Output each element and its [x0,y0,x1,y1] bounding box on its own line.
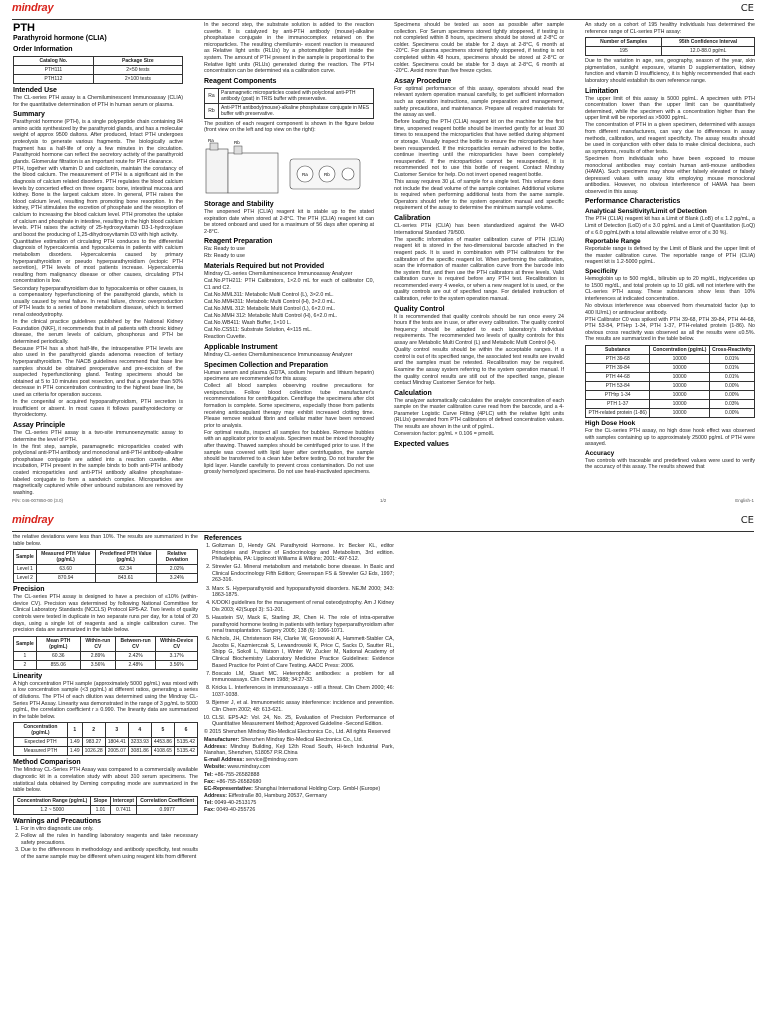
table-row [586,381,755,390]
calculation-para: The analyzer automatically calculates the analyte concentration of each sample on the master calibration curve read from the barcode, and a 4-Parameter Logistic Curve Fitting (4PLC) with the relative light units (RLUs) generated from PTH calibrators of defined concentration values. The results are shown in the unit of pg/mL. [394,397,564,431]
table-header: 95th Confidence Interval [662,38,755,47]
list-item: 9. Bjerner J, et al. Immunometric assay interference: incidence and prevention. Clin Chem 2002; 48: 613-621. [212,700,394,713]
table-header: Substance [586,345,650,354]
table-cell: 1804.41 [105,738,128,747]
specificity-table [585,345,755,418]
table-cell: 0.00% [709,390,754,399]
company-label: Address: [204,743,227,750]
part-number: P/N: 046-007850-00 (3.0) [12,498,64,503]
hook-heading: High Dose Hook [585,419,636,427]
materials-line: Cat.No.MML311: Metabolic Multi Control (L), 3×2.0 mL. [204,291,334,298]
table-cell: 1.49 [67,747,82,756]
table-cell: PTH 39-84 [586,363,650,372]
list-item: 10. CLSI. EP5-A2: Vol. 24, No. 25, Evaluation of Precision Performance of Quantitative Measurement Method; Approved Guideline -Second Edition. [212,715,394,728]
company-line [204,744,394,757]
linearity-heading: Linearity [13,672,43,680]
materials-line: Cat.No.CS511: Substrate Solution, 4×115 mL. [204,327,312,334]
method-comparison-text: The Mindray CL-Series PTH Assay was compared to a commercially available diagnostic kit in a correlation study with about 310 serum specimens. The statistical data obtained by Deming computing mode are summarized in the table below. [13,767,198,794]
table-header: Concentration Range (pg/mL) [14,796,91,805]
table-cell: 1.2 ~ 5000 [14,805,91,814]
order-info-table [13,56,183,84]
table-header: 3 [105,723,128,738]
copyright: © 2015 Shenzhen Mindray Bio-Medical Electronics Co., Ltd. All rights Reserved [204,729,391,736]
page-title: PTH [13,22,35,34]
company-line [204,800,394,807]
table-row [14,574,198,583]
table-cell: 10000 [650,390,710,399]
sensitivity-heading: Analytical Sensitivity/Limit of Detection [585,208,707,216]
table-cell: Rb [205,103,219,118]
expected-values-table [585,37,755,56]
table-cell: 2.89% [80,651,115,660]
specimen-para: For optimal results, inspect all samples for bubbles. Remove bubbles with an applicator prior to analysis. Specimen must be mixed thoroughly after thawing. Thawed samples should be centrifuged prior to use. If the sample was covered with lipid layer after centrifugation, the sample should be transferred to a clean tube before testing. Do not transfer the lipid layer. Handle carefully to prevent cross contamination. Do not use grossly hemolyzed specimens. Do not use heat-inactivated specimens. [204,429,374,476]
column-1-page-2 [13,534,198,1012]
table-cell: Paramagnetic microparticles coated with polyclonal anti-PTH antibody (goat) in TRIS buffer with preservative. [219,88,374,103]
fig-label-rb: Rb [234,139,240,145]
summary-para: Parathyroid hormone (PTH), is a single polypeptide chain containing 84 amino acids synthesized by the parathyroid glands, and has a molecular weight of approx 9500 daltons. After produced, Intact PTH undergoes proteolysis to generate various fragments. The biologically active fragment has a half-life of only a few minutes in the circulation. Parathyroid hormone can reflect the secretory activity of the parathyroid glands. Glomerular filtration is an important route for PTH clearance. [13,119,183,165]
company-value: www.mindray.com [227,764,271,771]
warnings-heading: Warnings and Precautions [13,817,102,825]
limitation-heading: Limitation [585,87,619,95]
expected-values-intro: An study on a cohort of 195 healthy individuals has determined the reference range of CL-series PTH assay: [585,22,755,35]
list-item: 2. Strewler GJ. Mineral metabolism and metabolic bone disease. In Basic and Clinical Endocrinology Fifth Edition; Greenspan FS & Strewler GJ Eds, 1997; 263-316. [212,564,394,584]
company-label: Website: [204,764,226,771]
company-line [204,786,394,793]
storage-text: The unopened PTH (CLIA) reagent kit is stable up to the stated expiration date when stored at 2-8°C. The PTH (CLIA) reagent kit can be stored onboard and used for a maximum of 56 days after opening at 2-8°C. [204,208,374,235]
assay-procedure-para: For optimal performance of this assay, operators should read the relevant system operation manual carefully, to get sufficient information such as operation instructions, sample preparation and management, safety precautions, and maintenance. Prepare all required materials for the assay as well. [394,85,564,119]
reagent-pack-figure [204,137,364,197]
table-cell: PTH 39-68 [586,354,650,363]
expected-values-note: Due to the variation in age, sex, geography, season of the year, skin pigmentation, sunlight exposure, vitamin D supplementation, kidney function and vitamin D insufficiency, it is highly recommended that each laboratory should establish its own reference range. [585,58,755,84]
company-line [204,779,394,786]
table-cell: 10000 [650,363,710,372]
table-cell: 0.7411 [110,805,137,814]
precision-table [13,636,198,670]
table-cell: 12.0-88.0 pg/mL [662,47,755,56]
table-header: 1 [67,723,82,738]
materials-heading: Materials Required but not Provided [204,263,325,270]
table-cell: 1026.28 [82,747,105,756]
table-header: Intercept [110,796,137,805]
storage-heading: Storage and Stability [204,200,274,208]
table-cell: 3.17% [156,651,198,660]
assay-procedure-para: This assay requires 30 μL of sample for a single test. This volume does not include the dead volume of the sample container. Additional volume is required when performing additional tests from the same sample. Operators should refer to the system operation manual and specific requirement of the assay to determine the minimum sample volume. [394,179,564,212]
table-row [586,408,755,417]
table-row [14,747,198,756]
table-cell: 2.48% [115,660,155,669]
fig-label-rb-top: Rb [324,171,330,177]
list-item: 6. Nichols, JH, Christenson RH, Clarke W, Gronowski A, Hammett-Stabler CA, Jacobs E, Kazmierczak S, Lewandrowski K, Price C, Sacks D, Sautter RL, Shipp G, Sokoll L, Watson I, Winter W, Zucker M, National Academy of Clinical Biochemistry Laboratory Medicine Practice Guidelines: Evidence Based Practice for Point of Care Testing. AACC Press: 2006. [212,636,394,669]
table-cell: 0.00% [709,381,754,390]
assay-procedure-heading: Assay Procedure [394,77,452,85]
table-cell: Expected PTH [14,738,68,747]
column-1 [13,22,183,500]
table-cell: 10000 [650,372,710,381]
expected-values-heading: Expected values [394,440,449,448]
table-header: Sample [14,636,37,651]
accuracy-cont: the relative deviations were less than 10%. The results are summarized in the table below. [13,534,198,547]
header-divider [12,531,754,532]
ce-mark: CE [740,3,754,14]
table-cell: Level 1 [14,565,37,574]
table-header: Cross-Reactivity [709,345,754,354]
table-cell: 3233.93 [128,738,151,747]
table-header: Mean PTH (pg/mL) [36,636,80,651]
table-cell: 3.56% [156,660,198,669]
table-cell: 2×50 tests [93,66,182,75]
table-header: Within-run CV [80,636,115,651]
materials-line: Mindray CL-series Chemiluminescence Immunoassay Analyzer [204,271,353,277]
order-info-heading: Order Information [13,46,73,53]
column-3 [394,22,564,500]
table-cell: 3.56% [80,660,115,669]
linearity-table [13,722,198,756]
table-cell: 4108.65 [151,747,174,756]
table-cell: PTH 1-37 [586,399,650,408]
company-line [204,757,394,764]
fig-label-ra: Ra [208,137,214,143]
quality-control-para: It is recommended that quality controls should be run once every 24 hours if the tests are in use, or after every calibration. The quality control frequency should be adapted to each laboratory's individual requirements. The recommended two levels of quality controls for this assay are Metabolic Multi Control (L) and Metabolic Multi Control (H). [394,313,564,347]
reagent-components-heading: Reagent Components [204,77,277,85]
table-cell: 10000 [650,381,710,390]
limitation-para: Specimen from individuals who have been exposed to mouse monoclonal antibodies may contain human anti-mouse antibodies (HAMA). Such specimens may show either falsely elevated or falsely depressed values with assay kits employing mouse monoclonal antibodies. However, no obvious interference of HAMA has been observed in this assay. [585,155,755,195]
company-value: +86-755-26582680 [216,778,262,785]
company-label: EC-Representative: [204,785,253,792]
table-cell: 4453.86 [151,738,174,747]
table-row [205,88,374,103]
column-2-page-2 [204,534,394,1012]
table-row [14,75,183,84]
assay-principle-para: In the second step, the substrate solution is added to the reaction cuvette. It is catalyzed by anti-PTH antibody (mouse)-alkaline phosphatase conjugate in the immunocomplex retained on the microparticles. The resulting chemilumin- escent reaction is measured as Relative light units (RLUs) by a photomultiplier built inside the system. The amount of PTH present in the sample is proportional to the Relative light units (RLUs) generated during the reaction. The PTH concentration can be determined via a calibration curve. [204,22,374,75]
performance-heading: Performance Characteristics [585,198,681,206]
company-label: Address: [204,792,227,799]
specimen-para: Collect all blood samples observing routine precautions for venipuncture. Follow blood collection tube manufacturer's recommendations for centrifugation. Centrifuge the specimens after clot formation is complete. Some specimens, especially those from patients receiving anticoagulant therapy may exhibit increased clotting time. Please remove residual fibrin and cellular matter have been removed prior to analysis. [204,383,374,429]
calibration-para: The specific information of master calibration curve of PTH (CLIA) reagent kit is stored in the two-dimensional barcode attached in the reagent pack. It is used in combination with PTH calibrators for the calibration of the specific reagent lot. When performing the calibration, scan the information of master calibration curve from the barcode into the system first, and then use the PTH calibrators at three levels. Valid calibration curve is required before any PTH test. Recalibration is recommended every 4 weeks, or when a new reagent lot is used, or the quality controls are out of specified range. For detailed instruction of calibration, refer to the system operation manual. [394,236,564,303]
table-row [586,363,755,372]
table-header: 5 [151,723,174,738]
calculation-heading: Calculation [394,389,432,397]
reagent-prep-line: Ra: Ready to use [204,246,245,253]
company-label: E-mail Address: [204,757,245,764]
quality-control-para: Quality control results should be within the acceptable ranges. If a control is out of its specified range, the associated test results are invalid and the samples must be retested. Recalibration may be required. Examine the assay system referring to the system operation manual. If the quality control results are still out of the specified range, please contact Mindray Customer Service for help. [394,347,564,387]
summary-para: PTH, together with vitamin D and calcitonin, maintain the constancy of the blood calcium. The measurement of PTH is a significant aid in the diagnosis of calcium related disorders. PTH regulates the blood calcium levels by concerted effect on three organs: bone, intestinal mucosa and kidney. Bone is the largest calcium store. In general, PTH raises the blood calcium level, resulting from promoting bone resorption. In the kidney, PTH stimulates the excretion of phosphate and the resorption of calcium to increasing the blood calcium level. PTH promotes the uptake of calcium and phosphate in intestine, resulting in the high blood calcium levels. PTH raises the activity of 25-hydroxyvitamin D3-1-hydroxylase and boost the producing of 1,25-dihydroxyvitamin D3 with high activity. [13,165,183,238]
table-cell: 0.01% [709,354,754,363]
summary-para: In the clinical practice guidelines published by the National Kidney Foundation (NKF), it recommends that in all patients with chronic kidney disease, the serum levels of calcium, phosphorus and PTH be determined periodically. [13,319,183,345]
table-header: Catalog No. [14,57,94,66]
table-cell: 2 [14,660,37,669]
table-header: Relative Deviation [156,550,197,565]
table-cell: 195 [586,47,662,56]
fig-label-ra-top: Ra [302,171,308,177]
method-comparison-heading: Method Comparison [13,759,81,767]
materials-line: Cat.No.WB411: Wash Buffer, 1×10 L. [204,320,292,327]
hook-text: For the CL-series PTH assay, no high dose hook effect was observed with samples containing up to approximately 25000 pg/mL of PTH were assayed. [585,427,755,448]
table-cell: Anti-PTH antibody(mouse)-alkaline phosphatase conjugate in MES buffer with preservative. [219,103,374,118]
table-cell: 0.01% [709,372,754,381]
specificity-para: Hemoglobin up to 500 mg/dL, bilirubin up to 20 mg/dL, triglycerides up to 1500 mg/dL, and total protein up to 10 g/dL will not interfere with the CL-series PTH assay. These substances show less than 10% interferences at indicated concentration. [585,276,755,302]
summary-para: In the congenital or acquired hypoparathyroidism, PTH secretion is insufficient or absent. In most cases it follows parathyroidectomy or thyroidectomy. [13,399,183,419]
linearity-text: A high concentration PTH sample (approximately 5000 pg/mL) was mixed with a low concentration sample (<3 pg/mL) at different ratios, generating a series of dilutions. The PTH of each dilution was determined using the Mindray CL-Series PTH Assay. Linearity was demonstrated in the range of 3 pg/mL to 5000 pg/mL, the correlation coefficient r ≥ 0.990. The linearity data are summarized in the table below. [13,680,198,720]
quality-control-heading: Quality Control [394,305,445,313]
assay-principle-heading: Assay Principle [13,421,66,429]
company-value: service@mindray.com [245,757,298,764]
table-cell: 1.01 [91,805,110,814]
company-label: Tel: [204,799,214,806]
references-heading: References [204,535,242,542]
table-header: Concentration (pg/mL) [14,723,68,738]
company-line [204,737,394,744]
brand-logo: mindray [12,2,54,14]
header-divider [12,19,754,20]
list-item: 4. K/DOKI guidelines for the management of renal osteodystrophy. Am J Kidney Dis 2003; 42(Suppl 3): S1-201. [212,600,394,613]
column-2 [204,22,374,500]
ce-mark: CE [740,515,754,526]
materials-line: Reaction Cuvette. [204,334,247,341]
accuracy-heading: Accuracy [585,449,615,457]
table-cell: 10000 [650,408,710,417]
table-cell: 2.42% [115,651,155,660]
table-header: 2 [82,723,105,738]
company-value: Shenzhen Mindray Bio-Medical Electronics Co., Ltd. [240,736,363,743]
list-item: 3. Marx S. Hyperparathyroid and hypoparathyroid disorders. NEJM 2000; 343: 1863-1875. [212,586,394,599]
specificity-heading: Specificity [585,268,618,276]
list-item: 8. Kricka L. Interferences in immunoassays - still a threat. Clin Chem 2000; 46: 1037-1038. [212,685,394,698]
company-value: Mindray Building, Keji 12th Road South, Hi-tech Industrial Park, Nanshan, Shenzhen, 518057 P.R.China [204,743,394,757]
company-label: Tel: [204,771,214,778]
company-label: Fax: [204,806,215,813]
company-line [204,772,394,779]
table-header: Correlation Coefficient [137,796,198,805]
reagent-prep-heading: Reagent Preparation [204,238,273,246]
table-cell: 0.01% [709,363,754,372]
table-header: Within-Device CV [156,636,198,651]
table-header: Between-run CV [115,636,155,651]
table-cell: Ra [205,88,219,103]
reagent-components-table [204,88,374,119]
specificity-para: No obvious interference was observed from rheumatoid factor (up to 400 IU/mL) or antinuclear antibody. [585,302,755,316]
table-cell: 2.02% [156,565,197,574]
company-value: 0049-40-255726 [216,806,256,813]
intended-use-heading: Intended Use [13,87,57,94]
company-line [204,764,394,771]
table-cell: 0.00% [709,408,754,417]
table-row [586,390,755,399]
column-4 [585,22,755,500]
table-cell: Level 2 [14,574,37,583]
calibration-para: CL-series PTH (CLIA) has been standardized against the WHO International Standard 79/500. [394,223,564,236]
table-cell: PTH112 [14,75,94,84]
specimen-para: Human serum and plasma (EDTA, sodium heparin and lithium heparin) specimens are recommended for this assay. [204,369,374,383]
precision-text: The CL-series PTH assay is designed to have a precision of ≤10% (within-device CV). Precision was determined by following National Committee for Clinical Laboratory Standards (NCCLS) Protocol EP5-A2. Two levels of quality controls were tested in duplicate in two separate runs per day, for a total of 20 days, using a single lot of reagents and a single calibration curve. The precision data are summarized in the table below. [13,594,198,634]
table-header: 4 [128,723,151,738]
table-cell: PTHrp 1-34 [586,390,650,399]
company-value: 0049-40-2513175 [214,799,257,806]
table-header: Predefined PTH Value (pg/mL) [95,550,156,565]
subtitle: Parathyroid hormone (CLIA) [13,35,107,42]
sensitivity-text: The PTH (CLIA) reagent kit has a Limit of Blank (LoB) of ≤ 1.2 pg/mL, a Limit of Detection (LoD) of ≤ 3.0 pg/mL and a Limit of Quantitation (LoQ) of ≤ 6.0 pg/mL(with a total allowable relative error of ≤ 30 %). [585,216,755,236]
table-header: Measured PTH Value (pg/mL) [36,550,95,565]
references-list [204,543,394,728]
page-2 [0,512,768,1024]
specimen-heading: Specimen Collection and Preparation [204,361,329,369]
table-cell: 2005.07 [105,747,128,756]
table-cell: PTH111 [14,66,94,75]
company-label: Manufacturer: [204,736,240,743]
summary-para: Secondary hyperparathyroidism due to hypocalcemia or other causes, is a compensatory hyperfunctioning of the parathyroid glands, which is usually caused by renal failure. In renal failure, chronic overproduction of PTH leads to a series of bone metabolism disease, which is termed renal osteodystrophy. [13,285,183,318]
calibration-heading: Calibration [394,215,431,223]
reagent-prep-line: Rb: Ready to use [204,253,245,260]
table-row [14,660,198,669]
table-cell: 60.36 [36,651,80,660]
table-cell: 63.60 [36,565,95,574]
calculation-para: Conversion factor: pg/mL × 0.106 = pmol/L [394,431,495,438]
summary-para: Quantitative estimation of circulating PTH conduces to the differential diagnosis of hypercalcemia and hypocalcemia in patients with calcium metabolism disorders. Hypercalcemia caused by primary hyperparathyroidism or pseudo hyperparathyroidism (ectopic PTH secretion), PTH levels of most patients increase. Hypercalcemia resulting from malignancy disease or other causes, circulating PTH concentration is low. [13,238,183,285]
materials-line: Cat.No.PTH211: PTH Calibrators, 1×2.0 mL for each of calibrator C0, C1 and C2. [204,278,374,291]
table-row [586,399,755,408]
table-cell: PTH 44-68 [586,372,650,381]
table-cell: 0.03% [709,399,754,408]
table-cell: 5135.42 [174,738,197,747]
accuracy-text: Two controls with traceable and predefined values were used to verify the accuracy of this assay. The results showed that [585,457,755,471]
instrument-text: Mindray CL-series Chemiluminescence Immunoassay Analyzer [204,351,353,358]
table-cell: 3.24% [156,574,197,583]
table-header: Number of Samples [586,38,662,47]
instrument-heading: Applicable Instrument [204,343,278,351]
table-row [14,565,198,574]
table-row [14,805,198,814]
table-header: Package Size [93,57,182,66]
company-label: Fax: [204,778,215,785]
reportable-text: Reportable range is defined by the Limit of Blank and the upper limit of the master calibration curve. The reportable range of PTH (CLIA) reagent kit is 1.2-5000 pg/mL. [585,246,755,266]
table-cell: 5135.42 [174,747,197,756]
specificity-para: PTH Calibrator C0 was spiked with PTH 39-68, PTH 39-84, PTH 44-68, PTH 53-84, PTHrp 1-34, PTH 1-37, PTH-related protein (1-86). No obvious cross reactivity was observed as all the results were ≤0.5%. The results are summarized in the table below. [585,316,755,343]
table-cell: 983.27 [82,738,105,747]
summary-para: Because PTH has a short half-life, the intraoperative PTH levels are also used in the parathyroid glands adenoma resection of tertiary hyperparathyroidism. The NACB guidelines recommend that base line samples should be obtained preoperative and pre-excision of the suspected hyperfunctioning gland. Testing specimens should be obtained at 5 to 10 minutes post resection, and that a greater than 50% decrease in PTH concentration contrasting to the highest base line, be used as criteria for operation success. [13,345,183,399]
assay-principle-para: The CL-series PTH assay is a two-site immunoenzymatic assay to determine the level of PTH. [13,429,183,443]
table-cell: 62.34 [95,565,156,574]
table-row [586,47,755,56]
accuracy-table [13,549,198,583]
page-number: 1/2 [380,498,387,503]
table-cell: 10000 [650,354,710,363]
materials-line: Cat.No.MMH 312: Metabolic Multi Control (H), 6×2.0 mL. [204,313,338,320]
table-header: Slope [91,796,110,805]
table-cell: 843.61 [95,574,156,583]
table-row [586,354,755,363]
table-cell: 0.9977 [137,805,198,814]
reagent-pack-drawing [204,137,364,197]
reportable-heading: Reportable Range [585,238,641,246]
intended-use-text: The CL-series PTH assay is a Chemiluminescent Immunoassay (CLIA) for the quantitative determination of PTH in human serum or plasma. [13,95,183,108]
table-row [14,738,198,747]
table-cell: PTH 53-84 [586,381,650,390]
company-line [204,793,394,800]
list-item: 2. Follow all the rules in handling laboratory reagents and take necessary safety precautions. [21,833,198,846]
language-label: English-1 [735,498,754,503]
table-cell: Measured PTH [14,747,68,756]
table-row [14,66,183,75]
reagent-position-note: The position of each reagent component is shown in the figure below (front view on the left and top view on the right): [204,120,374,134]
precision-heading: Precision [13,586,45,594]
table-header: Concentration (pg/mL) [650,345,710,354]
table-cell: 1 [14,651,37,660]
table-row [14,651,198,660]
company-line [204,807,394,814]
limitation-para: The upper limit of this assay is 5000 pg/mL. A specimen with PTH concentration lower than the upper limit can be quantitatively determined, while the specimen with a concentration higher than the upper limit will be reported as >5000 pg/mL. [585,95,755,122]
summary-heading: Summary [13,111,45,119]
company-value: Shanghai International Holding Corp. GmbH (Europe) [254,785,381,792]
method-comparison-table [13,796,198,815]
table-row [205,103,374,118]
materials-line: Cat.No.MML 312: Metabolic Multi Control (L), 6×2.0 mL. [204,305,336,312]
company-value: Eiffestraße 80, Hamburg 20537, Germany [228,792,327,799]
table-header: 6 [174,723,197,738]
list-item: 1. Goltzman D, Hendy GN. Parathyroid Hormone. In: Becker KL, editor Principles and Practice of Endocrinology and Metabolism, 3rd edition. Philadelphia, PA: Lippincott Williams & Wilkins; 2001: 497-512. [212,543,394,563]
table-cell: 1.49 [67,738,82,747]
list-item: 7. Boscato LM, Stuart MC. Heterophilic antibodies: a problem for all immunoassays. Clin Chem 1988; 34:27-33. [212,671,394,684]
table-cell: 870.94 [36,574,95,583]
table-cell: 855.06 [36,660,80,669]
table-cell: 3081.86 [128,747,151,756]
table-cell: PTH-related protein (1-86) [586,408,650,417]
table-header: Sample [14,550,37,565]
table-cell: 2×100 tests [93,75,182,84]
list-item: 5. Haustein SV, Mack E, Starling JR, Chen H. The role of intra-operative parathyroid hormone testing in patients with tertiary hyperparathyroidism after renal transplantation. Surgery 2005; 138 (6): 1066-1071. [212,615,394,635]
table-row [586,372,755,381]
list-item: 3. Due to the differences in methodology and antibody specificity, test results of the same sample may be different when using reagent kits from different [21,847,198,860]
limitation-para: The concentration of PTH in a given specimen, determined with assays from different manufacturers, can vary due to differences in assay methods, calibration, and reagent specificity. The assay results should be used in conjunction with other data to make clinical decisions, such as symptoms, results of other tests. [585,122,755,155]
assay-principle-para: In the first step, sample, paramagnetic microparticles coated with polyclonal anti-PTH antibody and monoclonal anti-PTH antibody-alkaline phosphatase conjugate are added into a reaction cuvette. After incubation, PTH present in the sample binds to both anti-PTH antibody coated microparticles and anti-PTH antibody alkaline phosphatase-labeled conjugate to form a sandwich complex. Microparticles are magnetically captured while other unbound substances are removed by washing. [13,443,183,496]
materials-line: Cat.No.MMH311: Metabolic Multi Control (H), 3×2.0 mL. [204,298,336,305]
assay-procedure-para: Before loading the PTH (CLIA) reagent kit on the machine for the first time, unopened reagent bottle should be inverted gently for at least 30 times to resuspend the microparticles that have settled during shipment or storage. Visually inspect the bottle to ensure the microparticles have been resuspended. If the microparticles remain adhered to the bottle, continue inverting until the microparticles have been completely resuspended. If the microparticles cannot be resuspended, it is recommended not to use this bottle of reagent. Contact Mindray Customer Service for help. Do not invert opened reagent bottle. [394,119,564,178]
specimen-para: Specimens should be tested as soon as possible after sample collection. For Serum specimens stored tightly stoppered, if testing is not completed within 8 hours, specimens should be stored at 2-8°C or colder. Specimens could be stable for 2 days at 2-8°C, 6 month at -20°C. For plasma specimens stored tightly stoppered, if testing is not completed within 48 hours, specimens should be stored at 2-8°C or colder. Specimens could be stable for 3 days at 2-8°C, 6 month at -20°C. Avoid more than five freeze cycles. [394,22,564,75]
warnings-list [13,826,198,861]
brand-logo: mindray [12,514,54,526]
list-item: 1. For in vitro diagnostic use only. [21,826,198,833]
table-cell: 10000 [650,399,710,408]
company-value: +86-755-26582888 [214,771,260,778]
